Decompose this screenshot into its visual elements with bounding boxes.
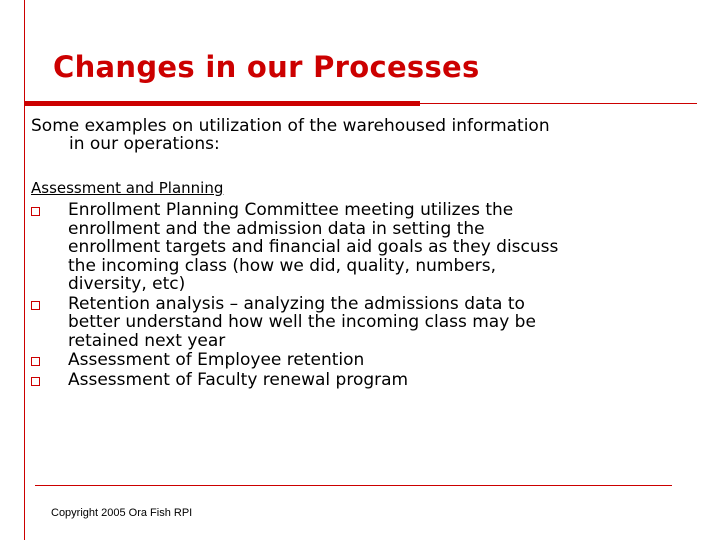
footer-copyright: Copyright 2005 Ora Fish RPI: [51, 507, 193, 519]
intro-line-2: in our operations:: [69, 134, 220, 154]
bullet-line: Enrollment Planning Committee meeting utilizes the: [68, 200, 514, 220]
bullet-line: the incoming class (how we did, quality, numbers,: [68, 255, 496, 276]
slide-title: Changes in our Processes: [53, 50, 480, 84]
bullet-line: better understand how well the incoming class may be: [68, 312, 536, 332]
intro-line-1: Some examples on utilization of the warehoused information: [31, 116, 550, 136]
bullet-line: Retention analysis – analyzing the admissions data to: [68, 293, 525, 314]
bullet-list: [31, 201, 691, 390]
list-item: [31, 371, 691, 390]
list-item: [31, 295, 691, 351]
list-item: [31, 201, 691, 294]
bullet-line: Assessment of Faculty renewal program: [68, 369, 409, 390]
intro-text: [31, 117, 671, 153]
hollow-square-bullet-icon: [31, 207, 40, 216]
title-underline-thick: [24, 101, 420, 106]
left-accent-line: [24, 0, 25, 540]
list-item: [31, 351, 691, 370]
hollow-square-bullet-icon: [31, 301, 40, 310]
bullet-line: retained next year: [68, 330, 226, 351]
bullet-line: Assessment of Employee retention: [68, 350, 365, 370]
title-underline-thin: [420, 103, 697, 104]
bullet-line: diversity, etc): [68, 274, 186, 294]
hollow-square-bullet-icon: [31, 377, 40, 386]
bullet-line: enrollment targets and financial aid goals as they discuss: [68, 237, 559, 257]
bullet-line: enrollment and the admission data in setting the: [68, 218, 485, 239]
footer-rule: [35, 485, 672, 486]
section-heading: Assessment and Planning: [31, 179, 224, 197]
hollow-square-bullet-icon: [31, 357, 40, 366]
